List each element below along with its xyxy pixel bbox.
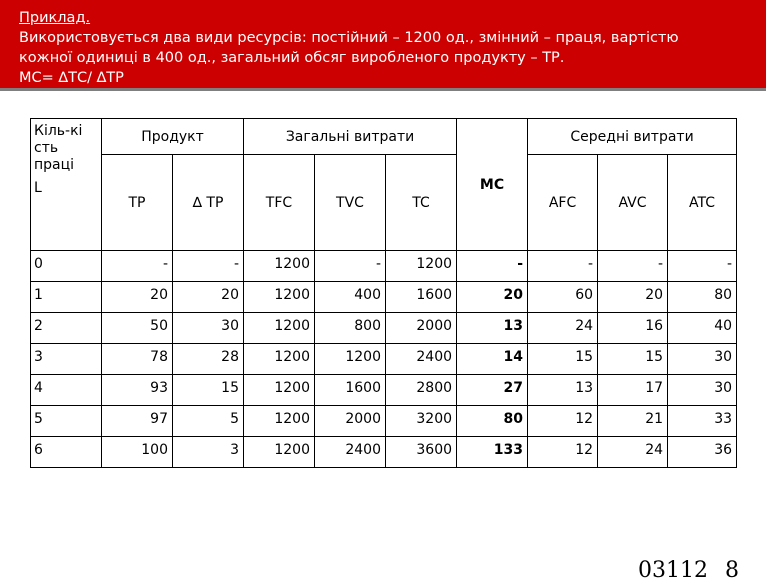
table-cell: 16 <box>598 313 668 344</box>
table-cell: 1200 <box>244 251 315 282</box>
table-cell: 20 <box>598 282 668 313</box>
page-number: 8 <box>725 558 739 583</box>
table-cell: 1200 <box>315 344 386 375</box>
table-cell: 27 <box>457 375 528 406</box>
table-cell: - <box>668 251 737 282</box>
cost-table <box>30 118 737 468</box>
table-cell: - <box>315 251 386 282</box>
table-cell: 2000 <box>315 406 386 437</box>
table-cell: 36 <box>668 437 737 468</box>
footer-code: 03112 <box>638 558 708 583</box>
table-cell: 33 <box>668 406 737 437</box>
table-cell: 14 <box>457 344 528 375</box>
table-cell: 2800 <box>386 375 457 406</box>
table-header-row-2 <box>31 155 737 251</box>
table-cell: 400 <box>315 282 386 313</box>
labor-header <box>31 119 102 251</box>
table-cell: 1200 <box>386 251 457 282</box>
description-line-1: Використовується два види ресурсів: постійний – 1200 од., змінний – праця, вартістю <box>19 30 679 46</box>
table-header-row-1 <box>31 119 737 155</box>
table-cell: 80 <box>457 406 528 437</box>
total-costs-header: Загальні витрати <box>244 119 457 155</box>
table-cell: 100 <box>102 437 173 468</box>
table-cell: 20 <box>173 282 244 313</box>
table-cell: 20 <box>457 282 528 313</box>
avc-header: AVC <box>598 155 668 251</box>
table-cell: 2400 <box>315 437 386 468</box>
table-cell: 3200 <box>386 406 457 437</box>
table-cell: 12 <box>528 437 598 468</box>
table-cell: 1600 <box>315 375 386 406</box>
table-cell: 13 <box>457 313 528 344</box>
table-cell: 1 <box>31 282 102 313</box>
header-banner <box>0 0 766 88</box>
labor-header-label: Кіль-кі сть праці <box>34 123 83 173</box>
table-cell: 1200 <box>244 406 315 437</box>
table-row <box>31 313 737 344</box>
table-cell: 21 <box>598 406 668 437</box>
tfc-header: TFC <box>244 155 315 251</box>
table-cell: 1200 <box>244 282 315 313</box>
table-cell: 97 <box>102 406 173 437</box>
afc-header: AFC <box>528 155 598 251</box>
table-body <box>31 251 737 468</box>
table-cell: - <box>457 251 528 282</box>
table-cell: 5 <box>31 406 102 437</box>
table-cell: 20 <box>102 282 173 313</box>
example-title: Приклад. <box>19 10 91 26</box>
tp-header: TP <box>102 155 173 251</box>
table-cell: 24 <box>598 437 668 468</box>
table-cell: - <box>173 251 244 282</box>
table-row <box>31 282 737 313</box>
table-cell: 24 <box>528 313 598 344</box>
table-cell: 40 <box>668 313 737 344</box>
table-cell: 80 <box>668 282 737 313</box>
table-cell: 2 <box>31 313 102 344</box>
table-cell: 15 <box>173 375 244 406</box>
table-cell: 6 <box>31 437 102 468</box>
table-row <box>31 437 737 468</box>
table-cell: 17 <box>598 375 668 406</box>
table-cell: 3 <box>31 344 102 375</box>
average-costs-header: Середні витрати <box>528 119 737 155</box>
mc-header: МС <box>457 119 528 251</box>
table-cell: 800 <box>315 313 386 344</box>
table-cell: 13 <box>528 375 598 406</box>
table-cell: 133 <box>457 437 528 468</box>
table-cell: 28 <box>173 344 244 375</box>
table-cell: 1200 <box>244 437 315 468</box>
table-cell: 12 <box>528 406 598 437</box>
table-cell: 5 <box>173 406 244 437</box>
table-cell: 3600 <box>386 437 457 468</box>
table-cell: 60 <box>528 282 598 313</box>
table-cell: - <box>528 251 598 282</box>
formula-line: МС= ∆ТС/ ∆ТР <box>19 70 124 86</box>
atc-header: ATC <box>668 155 737 251</box>
delta-tp-header: ∆ ТР <box>173 155 244 251</box>
product-header: Продукт <box>102 119 244 155</box>
table-cell: 2000 <box>386 313 457 344</box>
table-cell: 93 <box>102 375 173 406</box>
table-row <box>31 251 737 282</box>
table-cell: 4 <box>31 375 102 406</box>
table-cell: 1600 <box>386 282 457 313</box>
table-row <box>31 344 737 375</box>
description-line-2: кожної одиниці в 400 од., загальний обсяг виробленого продукту – ТР. <box>19 50 565 66</box>
table-cell: 30 <box>668 344 737 375</box>
table-cell: 1200 <box>244 313 315 344</box>
table-cell: - <box>598 251 668 282</box>
table-row <box>31 406 737 437</box>
labor-symbol: L <box>34 180 42 196</box>
table-cell: 2400 <box>386 344 457 375</box>
table-cell: - <box>102 251 173 282</box>
tvc-header: TVC <box>315 155 386 251</box>
table-cell: 30 <box>173 313 244 344</box>
header-divider <box>0 88 766 91</box>
table-cell: 15 <box>528 344 598 375</box>
table-cell: 0 <box>31 251 102 282</box>
tc-header: TC <box>386 155 457 251</box>
table-cell: 15 <box>598 344 668 375</box>
table-cell: 3 <box>173 437 244 468</box>
table-cell: 1200 <box>244 344 315 375</box>
table-cell: 78 <box>102 344 173 375</box>
example-description <box>19 8 759 88</box>
table-cell: 30 <box>668 375 737 406</box>
table-cell: 50 <box>102 313 173 344</box>
table-row <box>31 375 737 406</box>
table-cell: 1200 <box>244 375 315 406</box>
